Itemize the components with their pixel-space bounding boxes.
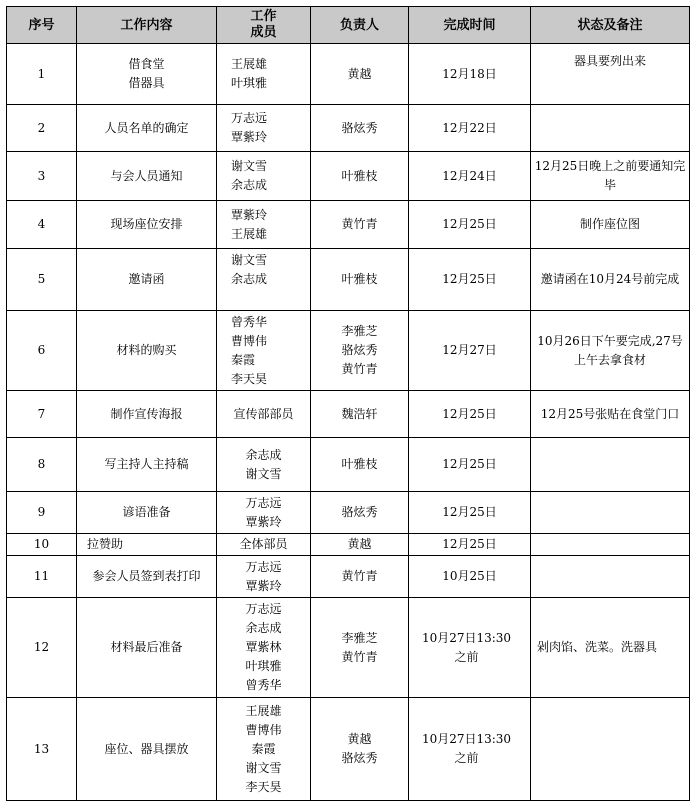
row-owner: 魏浩轩 — [311, 391, 409, 438]
row-id: 1 — [7, 44, 77, 105]
table-row — [7, 44, 690, 105]
row-member: 覃紫玲 王展雄 — [217, 201, 311, 249]
row-task: 拉赞助 — [77, 534, 217, 556]
row-note: 剁肉馅、洗菜。洗器具 — [531, 598, 690, 698]
row-owner: 黄竹青 — [311, 556, 409, 598]
row-task: 谚语准备 — [77, 492, 217, 534]
row-owner: 骆炫秀 — [311, 492, 409, 534]
table-row — [7, 492, 690, 534]
row-task: 制作宣传海报 — [77, 391, 217, 438]
row-member: 谢文雪 余志成 — [217, 152, 311, 201]
row-task: 材料的购买 — [77, 311, 217, 391]
row-id: 2 — [7, 105, 77, 152]
header-note: 状态及备注 — [531, 7, 690, 44]
header-id: 序号 — [7, 7, 77, 44]
header-time: 完成时间 — [409, 7, 531, 44]
row-member: 王展雄 叶琪雅 — [217, 44, 311, 105]
row-owner: 黄越 骆炫秀 — [311, 698, 409, 801]
row-owner: 骆炫秀 — [311, 105, 409, 152]
row-owner: 叶雅枝 — [311, 152, 409, 201]
row-member: 谢文雪 余志成 — [217, 249, 311, 311]
row-owner: 黄竹青 — [311, 201, 409, 249]
row-member: 全体部员 — [217, 534, 311, 556]
row-owner: 李雅芝 黄竹青 — [311, 598, 409, 698]
row-task: 借食堂 借器具 — [77, 44, 217, 105]
row-time: 12月25日 — [409, 391, 531, 438]
table-row — [7, 534, 690, 556]
table-row — [7, 556, 690, 598]
table-row — [7, 105, 690, 152]
row-note — [531, 492, 690, 534]
table-row — [7, 249, 690, 311]
row-id: 11 — [7, 556, 77, 598]
row-member: 万志远 覃紫玲 — [217, 105, 311, 152]
row-note: 器具要列出来 — [531, 44, 690, 105]
row-id: 4 — [7, 201, 77, 249]
row-id: 13 — [7, 698, 77, 801]
row-owner: 叶雅枝 — [311, 438, 409, 492]
row-task: 参会人员签到表打印 — [77, 556, 217, 598]
row-owner: 叶雅枝 — [311, 249, 409, 311]
row-note — [531, 534, 690, 556]
row-time: 12月25日 — [409, 249, 531, 311]
row-task: 与会人员通知 — [77, 152, 217, 201]
row-note — [531, 556, 690, 598]
row-id: 8 — [7, 438, 77, 492]
schedule-table — [6, 6, 690, 801]
table-row — [7, 152, 690, 201]
row-id: 7 — [7, 391, 77, 438]
row-time: 10月27日13:30之前 — [409, 698, 531, 801]
header-member: 工作 成员 — [217, 7, 311, 44]
row-time: 12月25日 — [409, 438, 531, 492]
table-row — [7, 391, 690, 438]
row-owner: 黄越 — [311, 44, 409, 105]
row-note: 邀请函在10月24号前完成 — [531, 249, 690, 311]
row-note: 12月25日晚上之前要通知完毕 — [531, 152, 690, 201]
row-task: 人员名单的确定 — [77, 105, 217, 152]
row-owner: 黄越 — [311, 534, 409, 556]
row-time: 12月25日 — [409, 492, 531, 534]
row-note — [531, 698, 690, 801]
row-member: 余志成 谢文雪 — [217, 438, 311, 492]
table-row — [7, 598, 690, 698]
row-id: 9 — [7, 492, 77, 534]
row-time: 10月27日13:30之前 — [409, 598, 531, 698]
row-time: 12月22日 — [409, 105, 531, 152]
table-row — [7, 698, 690, 801]
header-owner: 负责人 — [311, 7, 409, 44]
row-member: 王展雄 曹博伟 秦霞 谢文雪 李天昊 — [217, 698, 311, 801]
table-row — [7, 201, 690, 249]
row-id: 6 — [7, 311, 77, 391]
row-member: 万志远 余志成 覃紫林 叶琪雅 曾秀华 — [217, 598, 311, 698]
row-time: 12月18日 — [409, 44, 531, 105]
row-time: 10月25日 — [409, 556, 531, 598]
row-note: 10月26日下午要完成,27号上午去拿食材 — [531, 311, 690, 391]
row-id: 3 — [7, 152, 77, 201]
table-row — [7, 311, 690, 391]
header-task: 工作内容 — [77, 7, 217, 44]
row-owner: 李雅芝 骆炫秀 黄竹青 — [311, 311, 409, 391]
row-time: 12月27日 — [409, 311, 531, 391]
row-note — [531, 438, 690, 492]
row-task: 邀请函 — [77, 249, 217, 311]
row-task: 材料最后准备 — [77, 598, 217, 698]
row-time: 12月24日 — [409, 152, 531, 201]
table-row — [7, 438, 690, 492]
row-member: 万志远 覃紫玲 — [217, 556, 311, 598]
row-member: 宣传部部员 — [217, 391, 311, 438]
row-member: 曾秀华 曹博伟 秦霞 李天昊 — [217, 311, 311, 391]
table-body — [7, 44, 690, 801]
row-note — [531, 105, 690, 152]
row-note: 12月25号张贴在食堂门口 — [531, 391, 690, 438]
header-row — [7, 7, 690, 44]
row-task: 座位、器具摆放 — [77, 698, 217, 801]
row-note: 制作座位图 — [531, 201, 690, 249]
row-task: 写主持人主持稿 — [77, 438, 217, 492]
row-id: 12 — [7, 598, 77, 698]
row-id: 10 — [7, 534, 77, 556]
row-task: 现场座位安排 — [77, 201, 217, 249]
row-time: 12月25日 — [409, 201, 531, 249]
row-id: 5 — [7, 249, 77, 311]
row-member: 万志远 覃紫玲 — [217, 492, 311, 534]
row-time: 12月25日 — [409, 534, 531, 556]
